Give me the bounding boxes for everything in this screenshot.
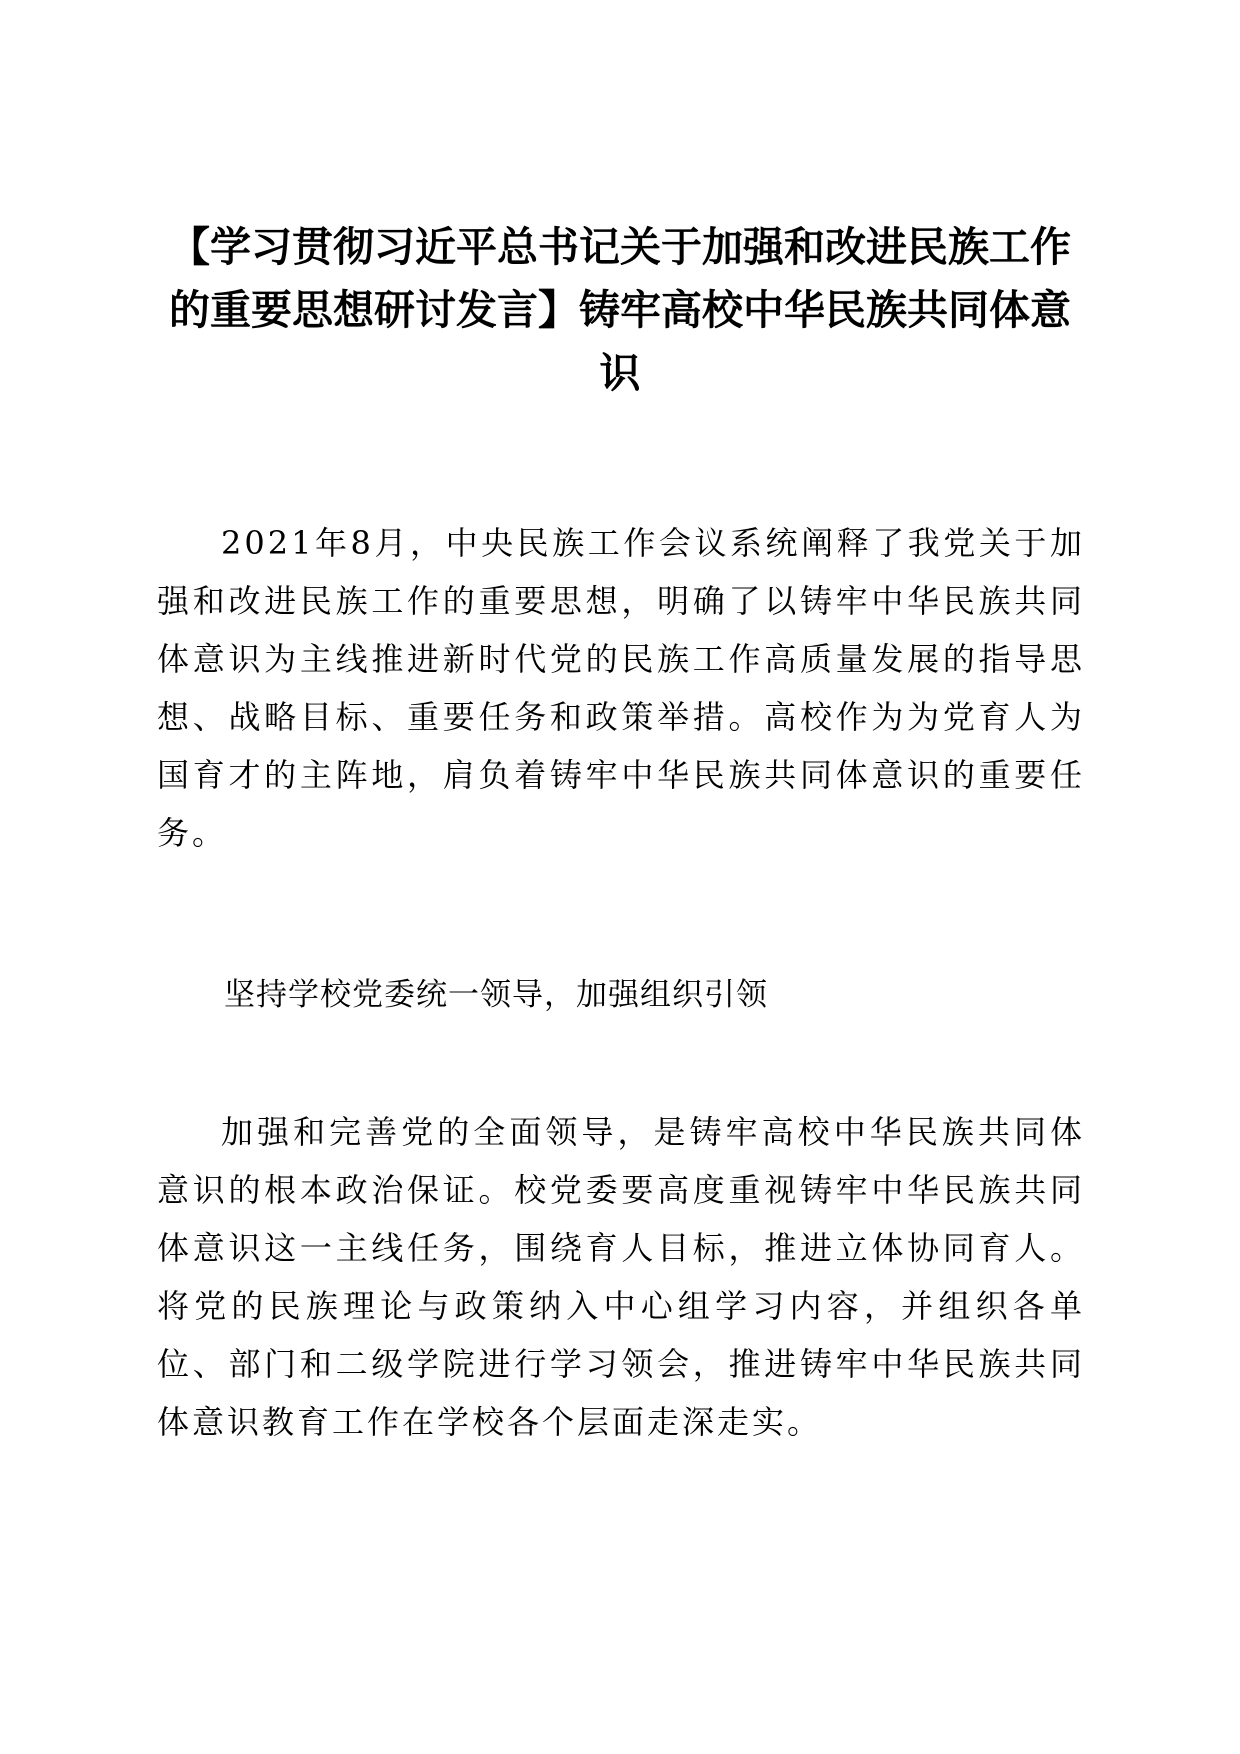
intro-paragraph: 2021年8月，中央民族工作会议系统阐释了我党关于加强和改进民族工作的重要思想，明确了以铸牢中华民族共同体意识为主线推进新时代党的民族工作高质量发展的指导思想、战略目标、重要任务和政策举措。高校作为为党育人为国育才的主阵地，肩负着铸牢中华民族共同体意识的重要任务。 [157,524,1085,852]
section-paragraph: 加强和完善党的全面领导，是铸牢高校中华民族共同体意识的根本政治保证。校党委要高度重视铸牢中华民族共同体意识这一主线任务，围绕育人目标，推进立体协同育人。将党的民族理论与政策纳入中心组学习内容，并组织各单位、部门和二级学院进行学习领会，推进铸牢中华民族共同体意识教育工作在学校各个层面走深走实。 [157,1113,1085,1441]
document-title: 【学习贯彻习近平总书记关于加强和改进民族工作的重要思想研讨发言】铸牢高校中华民族共同体意识 [169,223,1071,397]
section-heading: 坚持学校党委统一领导，加强组织引领 [224,977,768,1013]
